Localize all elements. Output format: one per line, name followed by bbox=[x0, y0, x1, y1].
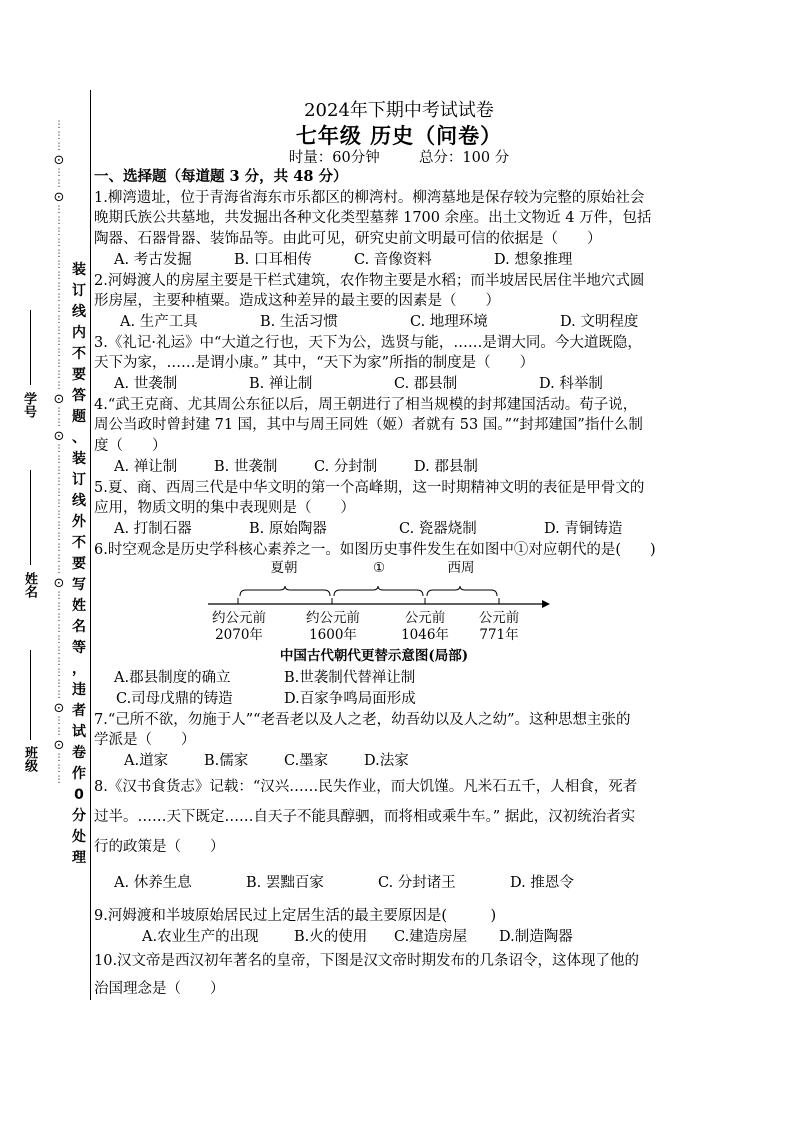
question-9-options bbox=[94, 927, 704, 948]
notice-char: 姓 bbox=[72, 598, 86, 614]
option-b[interactable]: B.儒家 bbox=[204, 753, 249, 770]
question-6-options-row2 bbox=[94, 689, 704, 710]
option-a[interactable]: A. 生产工具 bbox=[120, 313, 198, 330]
notice-char: 内 bbox=[72, 325, 86, 341]
option-d[interactable]: D. 青铜铸造 bbox=[544, 520, 623, 537]
era-brace-xia bbox=[240, 586, 330, 596]
notice-char: 0 bbox=[74, 787, 84, 803]
option-c[interactable]: C. 地理环境 bbox=[410, 313, 488, 330]
notice-char: 要 bbox=[72, 367, 86, 383]
option-d[interactable]: D. 想象推理 bbox=[494, 251, 573, 268]
notice-char: 等 bbox=[72, 640, 86, 656]
exam-subtitle: 七年级 历史（问卷） bbox=[295, 123, 503, 148]
option-b[interactable]: B.火的使用 bbox=[294, 928, 368, 945]
binding-notice bbox=[70, 260, 88, 869]
exam-time: 时量：60分钟 bbox=[288, 150, 380, 166]
exam-meta bbox=[94, 149, 704, 167]
option-b[interactable]: B. 罢黜百家 bbox=[246, 874, 324, 891]
timeline-caption: 中国古代朝代更替示意图(局部) bbox=[279, 648, 469, 665]
notice-char: 试 bbox=[72, 724, 86, 740]
option-a[interactable]: A. 禅让制 bbox=[114, 458, 178, 475]
option-d[interactable]: D.百家争鸣局面形成 bbox=[284, 691, 416, 708]
notice-char: 订 bbox=[72, 283, 86, 299]
timeline-figure bbox=[94, 560, 704, 668]
option-b[interactable]: B. 口耳相传 bbox=[234, 251, 312, 268]
notice-char: 线 bbox=[72, 304, 86, 320]
option-b[interactable]: B. 原始陶器 bbox=[249, 520, 327, 537]
option-a[interactable]: A.农业生产的出现 bbox=[142, 928, 259, 945]
era-label: 西周 bbox=[447, 560, 475, 577]
option-a[interactable]: A. 考古发掘 bbox=[114, 251, 192, 268]
question-6: 6.时空观念是历史学科核心素养之一。如图历史事件发生在如图中①对应朝代的是( ) 夏朝 ① 西周 约公元前 2070年 约公元前 1600年 公元前 1046年 公元前 771年 中国古代朝代更替示意图(局部) A.郡县制度的确立 B.世袭制代替禅让制 C.司母戊鼎的铸造 D.百家争鸣局面形成 bbox=[94, 540, 704, 710]
name-field bbox=[20, 470, 42, 610]
question-6-options-row1 bbox=[94, 668, 704, 689]
option-c[interactable]: C. 郡县制 bbox=[394, 376, 458, 393]
question-1-options bbox=[94, 250, 704, 271]
notice-char: 、 bbox=[72, 430, 86, 446]
timeline-arrow bbox=[542, 600, 550, 608]
exam-total: 总分：100 分 bbox=[418, 150, 510, 166]
option-d[interactable]: D.制造陶器 bbox=[499, 928, 573, 945]
notice-char: 装 bbox=[72, 451, 86, 467]
option-a[interactable]: A. 世袭制 bbox=[114, 376, 178, 393]
option-c[interactable]: C. 分封制 bbox=[314, 458, 378, 475]
question-4-options bbox=[94, 457, 704, 478]
notice-char: 题 bbox=[72, 409, 86, 425]
option-a[interactable]: A. 休养生息 bbox=[114, 874, 192, 891]
option-d[interactable]: D. 科举制 bbox=[539, 376, 603, 393]
binding-margin bbox=[0, 90, 92, 1010]
option-b[interactable]: B. 禅让制 bbox=[249, 376, 313, 393]
notice-char: 理 bbox=[72, 850, 86, 866]
section-title: 一、选择题（每道题 3 分，共 48 分） bbox=[94, 168, 348, 185]
question-8: 8.《汉书食货志》记载：“汉兴……民失作业，而大饥馑。凡米石五千，人相食，死者 过半。……天下既定……自天子不能具醇驷，而将相或乘牛车。” 据此，汉初统治者实 行的政策是（ ） A. 休养生息 B. 罢黜百家 C. 分封诸王 D. 推恩令 bbox=[94, 772, 704, 898]
era-brace-1 bbox=[334, 586, 423, 596]
notice-char: 者 bbox=[72, 703, 86, 719]
option-a[interactable]: A.道家 bbox=[124, 753, 169, 770]
notice-char: 作 bbox=[72, 766, 86, 782]
exam-content bbox=[94, 95, 704, 1003]
notice-char: 不 bbox=[72, 535, 86, 551]
timeline-point: 公元前 771年 bbox=[478, 610, 520, 644]
option-d[interactable]: D. 郡县制 bbox=[414, 458, 478, 475]
option-d[interactable]: D.法家 bbox=[364, 753, 409, 770]
notice-char: 装 bbox=[72, 262, 86, 278]
option-b[interactable]: B.世袭制代替禅让制 bbox=[284, 670, 416, 687]
option-b[interactable]: B. 生活习惯 bbox=[260, 313, 338, 330]
question-5-options bbox=[94, 519, 704, 540]
student-id-label: 学号 bbox=[21, 392, 36, 418]
notice-char: 线 bbox=[72, 493, 86, 509]
name-label: 姓名 bbox=[22, 572, 37, 598]
question-5: 5.夏、商、西周三代是中华文明的第一个高峰期，这一时期精神文明的表征是甲骨文的 应用，物质文明的集中表现则是（ ） A. 打制石器 B. 原始陶器 C. 瓷器烧制 D. 青铜铸造 bbox=[94, 478, 704, 540]
notice-char: 卷 bbox=[72, 745, 86, 761]
question-2: 2.河姆渡人的房屋主要是干栏式建筑，农作物主要是水稻；而半坡居民居住半地穴式圆 形房屋，主要种植粟。造成这种差异的最主要的因素是（ ） A. 生产工具 B. 生活习惯 C. 地理环境 D. 文明程度 bbox=[94, 271, 704, 333]
option-c[interactable]: C. 音像资料 bbox=[354, 251, 432, 268]
option-c[interactable]: C.司母戊鼎的铸造 bbox=[116, 691, 233, 708]
notice-char: 订 bbox=[72, 472, 86, 488]
question-7: 7.“己所不欲，勿施于人”“老吾老以及人之老，幼吾幼以及人之幼”。这种思想主张的 学派是（ ） A.道家 B.儒家 C.墨家 D.法家 bbox=[94, 710, 704, 772]
notice-char: 要 bbox=[72, 556, 86, 572]
notice-char: 分 bbox=[72, 808, 86, 824]
question-10: 10.汉文帝是西汉初年著名的皇帝，下图是汉文帝时期发布的几条诏令，这体现了他的 治国理念是（ ） bbox=[94, 953, 640, 998]
option-c[interactable]: C. 分封诸王 bbox=[378, 874, 456, 891]
question-3: 3.《礼记·礼运》中“大道之行也，天下为公，选贤与能，……是谓大同。今大道既隐， 天下为家，……是谓小康。” 其中，“天下为家”所指的制度是（ ） A. 世袭制 B. 禅让制 C. 郡县制 D. 科举制 bbox=[94, 333, 704, 395]
question-2-options bbox=[94, 312, 704, 333]
timeline-point: 公元前 1046年 bbox=[401, 610, 449, 644]
notice-char: 答 bbox=[72, 388, 86, 404]
option-d[interactable]: D. 文明程度 bbox=[560, 313, 639, 330]
question-1: 1.柳湾遗址，位于青海省海东市乐都区的柳湾村。柳湾墓地是保存较为完整的原始社会 晚期氏族公共墓地，共发掘出各种文化类型墓葬 1700 余座。出土文物近 4 万件，包括 陶器、石器骨器、装饰品等。由此可见，研究史前文明最可信的依据是（ ） A. 考古发掘 B. 口耳相传 C. 音像资料 D. 想象推理 bbox=[94, 188, 704, 271]
question-9: 9.河姆渡和半坡原始居民过上定居生活的最主要原因是( ) A.农业生产的出现 B.火的使用 C.建造房屋 D.制造陶器 bbox=[94, 906, 704, 947]
notice-char: 处 bbox=[72, 829, 86, 845]
option-b[interactable]: B. 世袭制 bbox=[214, 458, 278, 475]
notice-char: 名 bbox=[72, 619, 86, 635]
question-8-options bbox=[94, 868, 704, 898]
option-c[interactable]: C. 瓷器烧制 bbox=[399, 520, 477, 537]
option-d[interactable]: D. 推恩令 bbox=[510, 874, 574, 891]
timeline-point: 约公元前 1600年 bbox=[306, 610, 360, 644]
timeline-point: 约公元前 2070年 bbox=[212, 610, 266, 644]
era-label: ① bbox=[372, 560, 386, 577]
notice-char: 不 bbox=[72, 346, 86, 362]
option-a[interactable]: A. 打制石器 bbox=[114, 520, 192, 537]
question-4: 4.“武王克商、尤其周公东征以后，周王朝进行了相当规模的封邦建国活动。荀子说， 周公当政时曾封建 71 国，其中与周王同姓（姬）者就有 53 国。”“封邦建国”指什么制 度（ ） A. 禅让制 B. 世袭制 C. 分封制 D. 郡县制 bbox=[94, 395, 704, 478]
question-3-options bbox=[94, 374, 704, 395]
question-7-options bbox=[94, 751, 704, 772]
student-id-field bbox=[20, 310, 42, 430]
era-brace-xizhou bbox=[427, 586, 497, 596]
option-c[interactable]: C.墨家 bbox=[284, 753, 329, 770]
notice-char: 写 bbox=[72, 577, 86, 593]
class-label: 班级 bbox=[22, 746, 37, 772]
option-c[interactable]: C.建造房屋 bbox=[394, 928, 468, 945]
binding-line bbox=[90, 90, 91, 1000]
option-a[interactable]: A.郡县制度的确立 bbox=[114, 670, 231, 687]
notice-char: 违 bbox=[72, 682, 86, 698]
notice-char: ， bbox=[72, 661, 86, 677]
notice-char: 外 bbox=[72, 514, 86, 530]
class-field bbox=[20, 650, 42, 780]
era-label: 夏朝 bbox=[270, 560, 298, 577]
exam-title: 2024年下期中考试试卷 bbox=[304, 100, 494, 121]
binding-dots: ⋮ ⋮ ⋮ ⊙ ⋮ ⋮ ⊙ ⋮ ⋮ ⋮ ⋮ ⋮ ⋮ ⋮ ⋮ ⋮ ⋮ ⋮ ⋮ ⋮ ⋮ ⋮ ⋮ ⋮ ⊙ ⋮ ⋮ ⊙ ⋮ ⋮ ⋮ ⋮ ⋮ ⋮ ⋮ ⋮ ⋮ ⋮ ⋮ ⋮ ⊙ ⋮ ⋮ ⋮ ⋮ ⋮ ⋮ ⋮ ⋮ ⋮ ⋮ ⊙ ⋮ ⋮ ⊙ ⋮ ⋮ ⋮ bbox=[53, 120, 65, 785]
